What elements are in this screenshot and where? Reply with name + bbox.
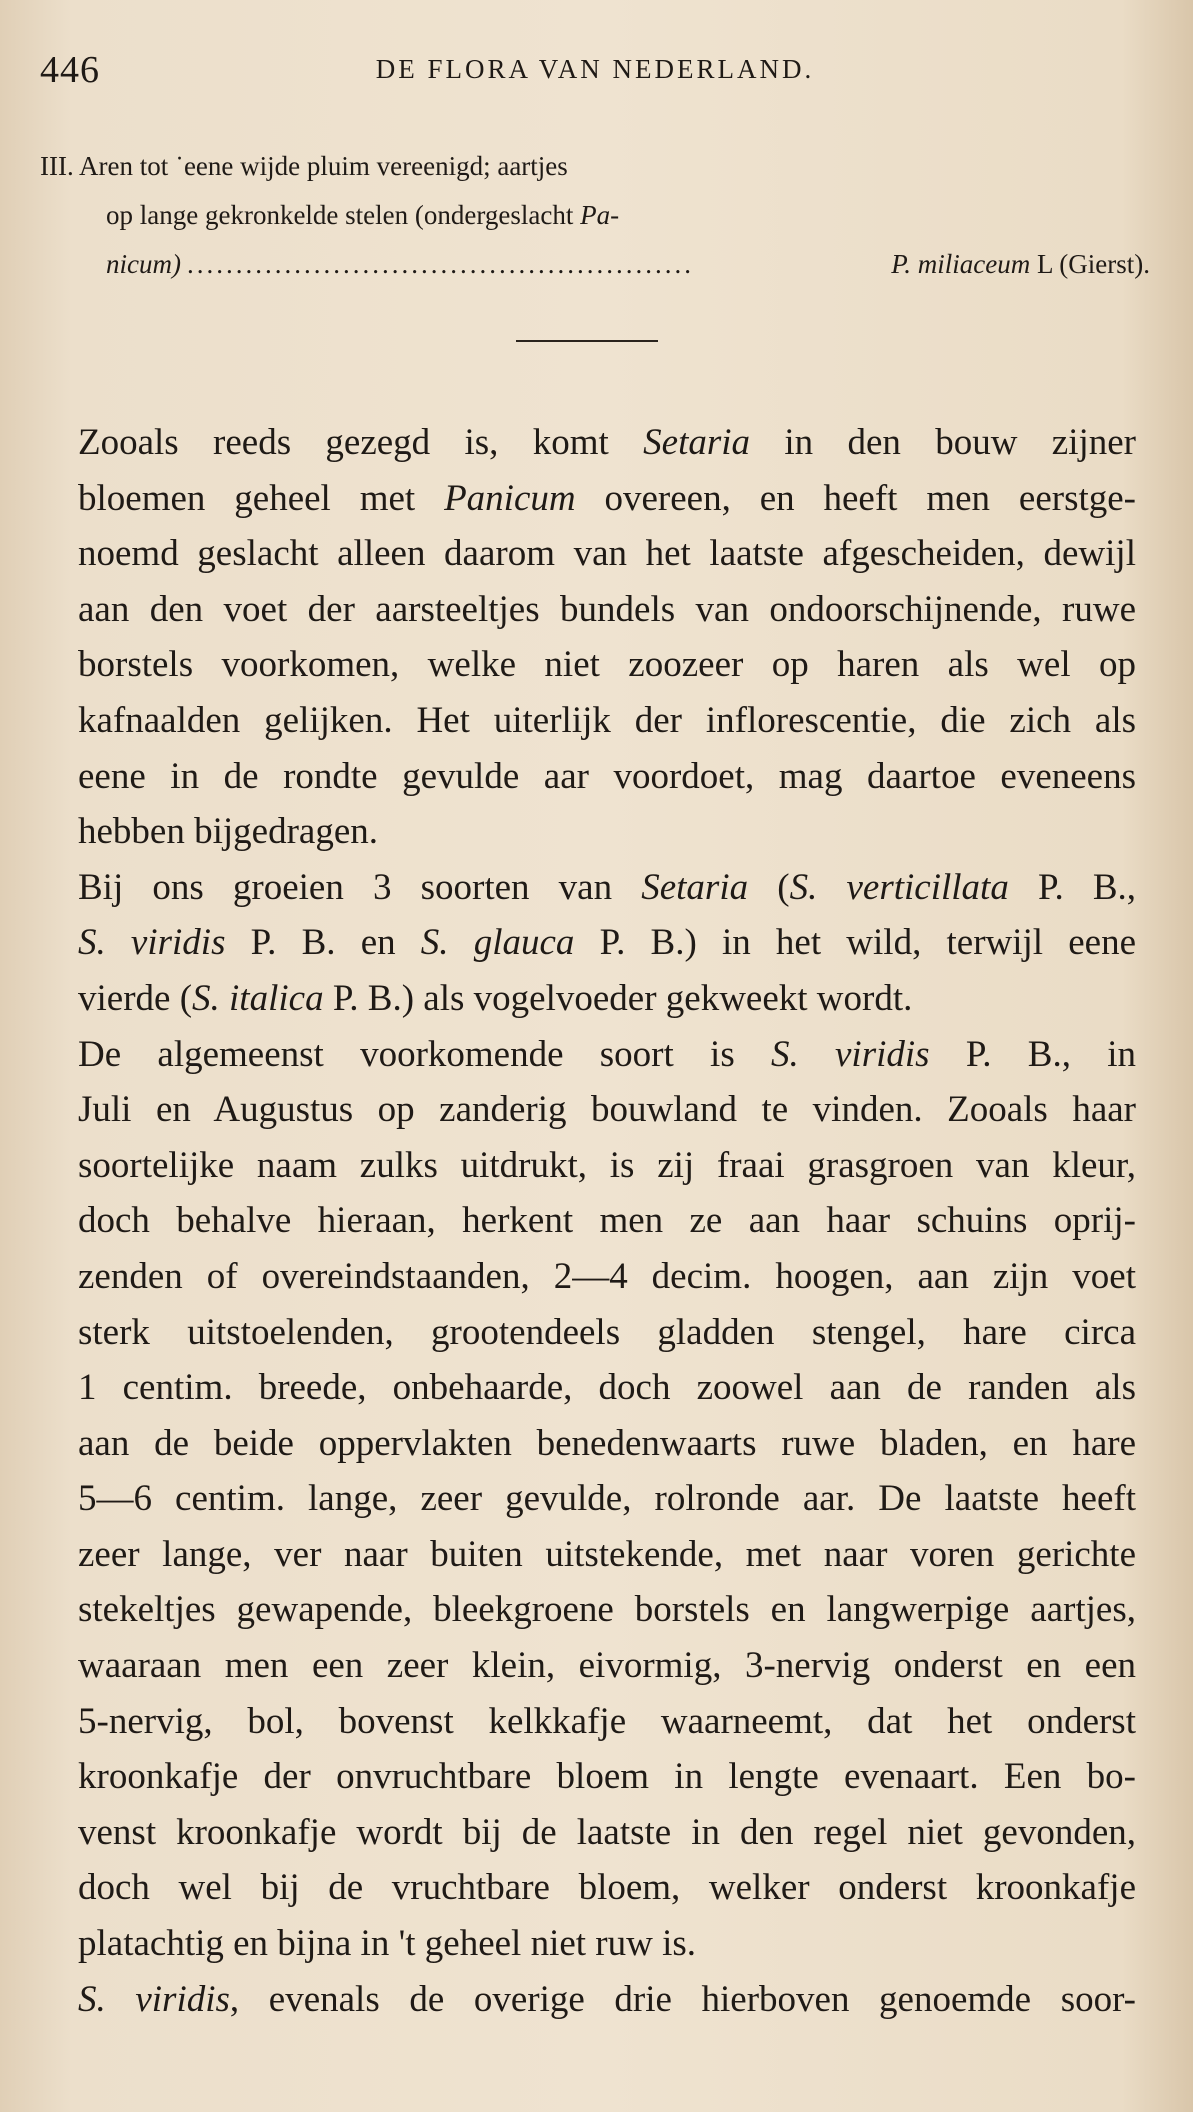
- key-leader-dots: ....................................................: [186, 249, 694, 279]
- text-line: hebben bijgedragen.: [78, 811, 378, 853]
- text-line: 1 centim. breede, onbehaarde, doch zoowel aan de randen als: [78, 1367, 1136, 1409]
- text-line: Juli en Augustus op zanderig bouwland te vinden. Zooals haar: [78, 1089, 1136, 1131]
- text-line: Zooals reeds gezegd is, komt Setaria in den bouw zijner: [78, 422, 1136, 463]
- text-line: doch behalve hieraan, herkent men ze aan haar schuins oprij-: [78, 1200, 1136, 1242]
- key-line-2: op lange gekronkelde stelen (ondergeslacht Pa-: [106, 200, 620, 230]
- text-line: kafnaalden gelijken. Het uiterlijk der inflorescentie, die zich als: [78, 699, 1136, 741]
- text-line: vierde (S. italica P. B.) als vogelvoeder gekweekt wordt.: [78, 977, 913, 1019]
- key-genus-fragment: nicum): [106, 249, 181, 279]
- text-line: noemd geslacht alleen daarom van het laatste afgescheiden, dewijl: [78, 533, 1136, 575]
- text-line: sterk uitstoelenden, grootendeels gladden stengel, hare circa: [78, 1311, 1136, 1353]
- text-line: 5-nervig, bol, bovenst kelkkafje waarneemt, dat het onderst: [78, 1700, 1136, 1742]
- text-line: S. viridis P. B. en S. glauca P. B.) in het wild, terwijl eene: [78, 922, 1137, 964]
- page-number: 446: [40, 49, 100, 91]
- text-line: eene in de rondte gevulde aar voordoet, mag daartoe eveneens: [78, 755, 1136, 797]
- text-line: soortelijke naam zulks uitdrukt, is zij fraai grasgroen van kleur,: [78, 1144, 1136, 1186]
- text-line: kroonkafje der onvruchtbare bloem in lengte evenaart. Een bo-: [78, 1756, 1136, 1798]
- running-title: DE FLORA VAN NEDERLAND.: [375, 54, 815, 84]
- text-line: borstels voorkomen, welke niet zoozeer op haren als wel op: [78, 644, 1136, 686]
- text-line: venst kroonkafje wordt bij de laatste in den regel niet gevonden,: [78, 1811, 1136, 1853]
- text-line: waaraan men een zeer klein, eivormig, 3-nervig onderst en een: [78, 1645, 1136, 1687]
- page-header: [40, 48, 1150, 98]
- text-line: S. viridis, evenals de overige drie hierboven genoemde soor-: [78, 1978, 1136, 2020]
- body-text: [78, 415, 1136, 2027]
- text-line: bloemen geheel met Panicum overeen, en heeft men eerstge-: [78, 477, 1137, 519]
- text-line: aan den voet der aarsteeltjes bundels van ondoorschijnende, ruwe: [78, 588, 1136, 630]
- text-line: doch wel bij de vruchtbare bloem, welker onderst kroonkafje: [78, 1867, 1136, 1909]
- text-line: platachtig en bijna in 't geheel niet ruw is.: [78, 1923, 697, 1965]
- section-divider: [516, 340, 658, 342]
- key-line-1: III. Aren tot ˙eene wijde pluim vereenigd; aartjes: [40, 151, 568, 181]
- key-line-3: [40, 240, 1150, 289]
- text-line: De algemeenst voorkomende soort is S. viridis P. B., in: [78, 1033, 1137, 1075]
- text-line: aan de beide oppervlakten benedenwaarts ruwe bladen, en hare: [78, 1422, 1136, 1464]
- text-line: zenden of overeindstaanden, 2—4 decim. hoogen, aan zijn voet: [78, 1255, 1136, 1297]
- text-line: Bij ons groeien 3 soorten van Setaria (S. verticillata P. B.,: [78, 866, 1136, 908]
- key-species-name: P. miliaceum L (Gierst).: [891, 249, 1150, 279]
- text-line: zeer lange, ver naar buiten uitstekende, met naar voren gerichte: [78, 1533, 1136, 1575]
- text-line: stekeltjes gewapende, bleekgroene borstels en langwerpige aartjes,: [78, 1589, 1136, 1631]
- text-line: 5—6 centim. lange, zeer gevulde, rolronde aar. De laatste heeft: [78, 1478, 1136, 1520]
- identification-key-entry: [40, 142, 1150, 289]
